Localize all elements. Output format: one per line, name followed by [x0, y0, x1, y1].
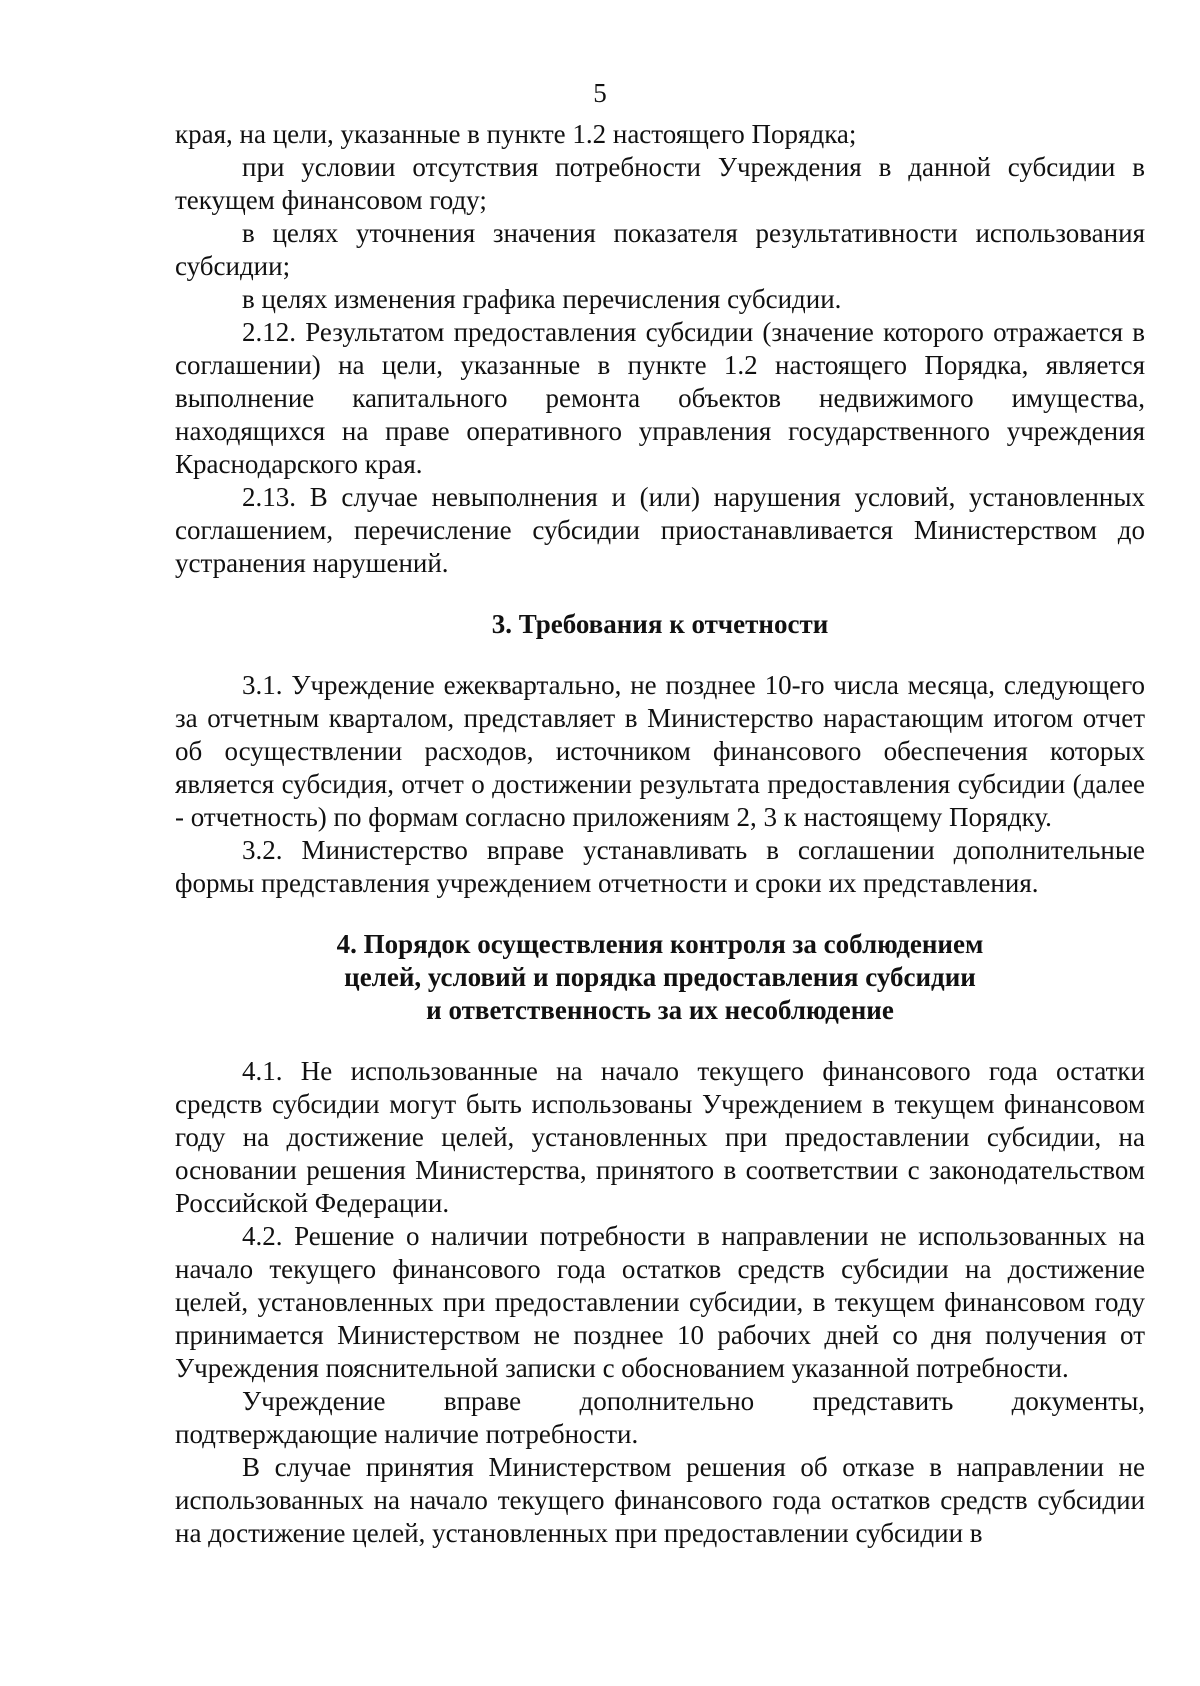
- paragraph: В случае принятия Министерством решения об отказе в направлении не использованных на начало текущего финансового года остатков средств субсидии на достижение целей, установленных при предоставлении субсидии в: [175, 1452, 1145, 1548]
- section-3-heading: 3. Требования к отчетности: [491, 609, 829, 639]
- section-4-heading-line: целей, условий и порядка предоставления субсидии: [344, 962, 976, 992]
- paragraph-2-13: 2.13. В случае невыполнения и (или) нарушения условий, установленных соглашением, перечисление субсидии приостанавливается Министерством до устранения нарушений.: [175, 482, 1145, 578]
- paragraph: в целях изменения графика перечисления субсидии.: [242, 284, 842, 314]
- paragraph: края, на цели, указанные в пункте 1.2 настоящего Порядка;: [175, 119, 857, 149]
- section-4-heading: [175, 928, 1145, 1027]
- paragraph-3-2: 3.2. Министерство вправе устанавливать в соглашении дополнительные формы представления учреждением отчетности и сроки их представления.: [175, 835, 1145, 898]
- paragraph-4-1: 4.1. Не использованные на начало текущего финансового года остатки средств субсидии могут быть использованы Учреждением в текущем финансовом году на достижение целей, установленных при предоставлении субсидии, на основании решения Министерства, принятого в соответствии с законодательством Российской Федерации.: [175, 1056, 1145, 1218]
- paragraph: при условии отсутствия потребности Учреждения в данной субсидии в текущем финансовом году;: [175, 152, 1145, 215]
- page-number: 5: [593, 78, 607, 108]
- paragraph-3-1: 3.1. Учреждение ежеквартально, не позднее 10-го числа месяца, следующего за отчетным кварталом, представляет в Министерство нарастающим итогом отчет об осуществлении расходов, источником финансового обеспечения которых является субсидия, отчет о достижении результата предоставления субсидии (далее - отчетность) по формам согласно приложениям 2, 3 к настоящему Порядку.: [175, 670, 1145, 832]
- paragraph-4-2: 4.2. Решение о наличии потребности в направлении не использованных на начало текущего финансового года остатков средств субсидии на достижение целей, установленных при предоставлении субсидии, в текущем финансовом году принимается Министерством не позднее 10 рабочих дней со дня получения от Учреждения пояснительной записки с обоснованием указанной потребности.: [175, 1221, 1145, 1383]
- section-4-heading-line: и ответственность за их несоблюдение: [426, 995, 894, 1025]
- paragraph-2-12: 2.12. Результатом предоставления субсидии (значение которого отражается в соглашении) на цели, указанные в пункте 1.2 настоящего Порядка, является выполнение капитального ремонта объектов недвижимого имущества, находящихся на праве оперативного управления государственного учреждения Краснодарского края.: [175, 317, 1145, 479]
- paragraph: в целях уточнения значения показателя результативности использования субсидии;: [175, 218, 1145, 281]
- section-4-heading-line: 4. Порядок осуществления контроля за соблюдением: [336, 929, 984, 959]
- paragraph: Учреждение вправе дополнительно представить документы, подтверждающие наличие потребности.: [175, 1386, 1145, 1449]
- document-body: [175, 118, 1145, 1550]
